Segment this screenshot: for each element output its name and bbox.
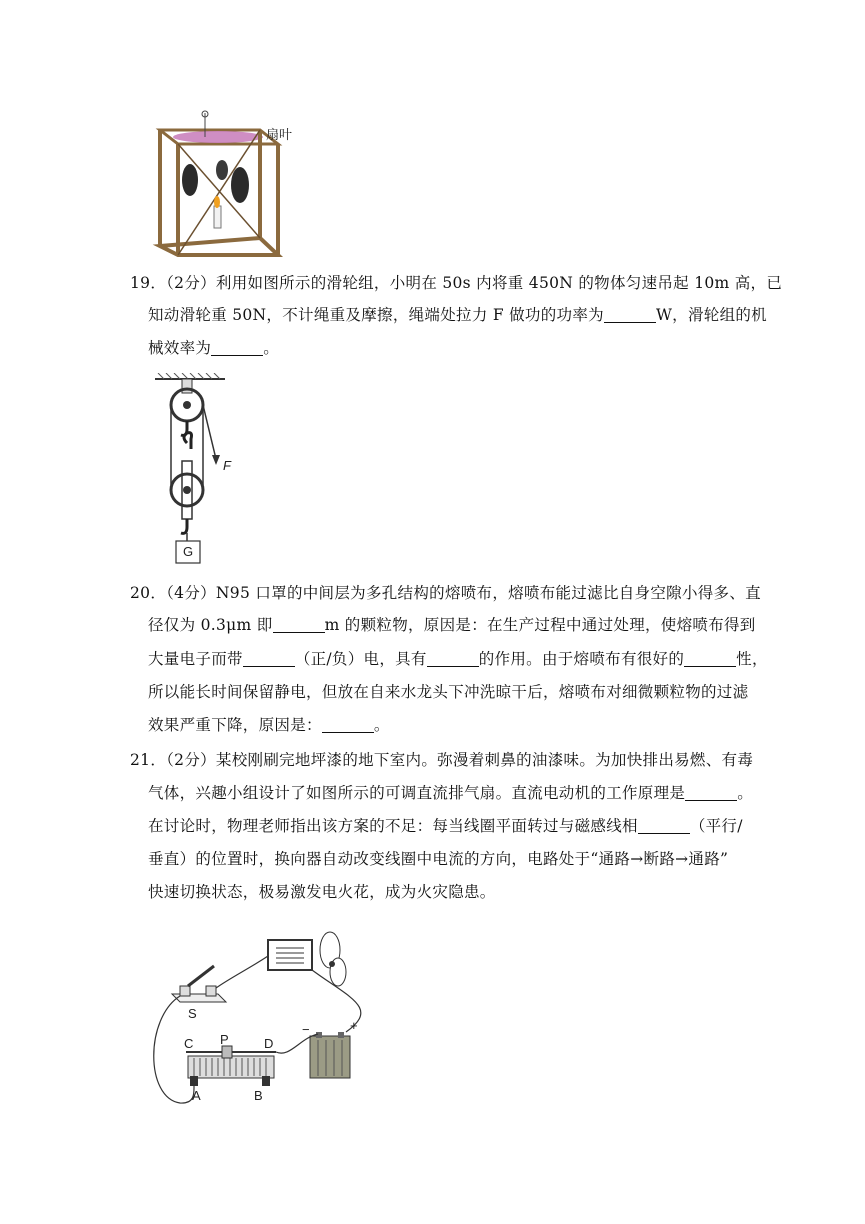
question-21-line-3: [148, 814, 743, 836]
question-20-line-3: [148, 647, 768, 669]
switch-label: S: [188, 1006, 197, 1021]
question-19-line-3: [148, 336, 279, 358]
question-text: 径仅为 0.3μm 即: [148, 616, 273, 634]
question-text: W，滑轮组的机: [655, 306, 767, 324]
force-label: F: [223, 458, 231, 473]
answer-blank[interactable]: [685, 785, 737, 802]
answer-blank[interactable]: [427, 651, 479, 668]
battery-negative-label: −: [302, 1022, 310, 1037]
fan-blade-label: 扇叶: [266, 127, 293, 142]
answer-blank[interactable]: [638, 818, 690, 835]
answer-blank[interactable]: [604, 307, 656, 324]
question-text: 械效率为: [148, 339, 212, 357]
question-21-line-2: [148, 781, 753, 803]
question-19-line-2: [148, 303, 767, 325]
lantern-figure: [150, 110, 310, 260]
question-20-line-4: [148, 680, 748, 702]
pulley-drawing: [150, 373, 260, 565]
question-text: 所以能长时间保留静电，但放在自来水龙头下冲洗晾干后，熔喷布对细微颗粒物的过滤: [148, 683, 749, 701]
question-text: 垂直）的位置时，换向器自动改变线圈中电流的方向，电路处于“通路→断路→通路”: [148, 850, 729, 868]
answer-blank[interactable]: [322, 717, 374, 734]
question-text: m 的颗粒物，原因是：在生产过程中通过处理，使熔喷布得到: [324, 616, 756, 634]
question-21-line-4: [148, 847, 728, 869]
terminal-d-label: D: [264, 1036, 274, 1051]
question-text: 。: [263, 339, 280, 357]
battery-positive-label: +: [350, 1018, 358, 1033]
question-text: 性，: [736, 650, 768, 668]
question-21-line-1: [130, 748, 753, 770]
question-21-line-5: [148, 880, 496, 902]
pulley-figure: [150, 373, 260, 565]
question-20-line-2: [148, 613, 756, 635]
question-text: 在讨论时，物理老师指出该方案的不足：每当线圈平面转过与磁感线相: [148, 817, 638, 835]
question-text: 效果严重下降，原因是：: [148, 716, 322, 734]
question-text: （正/负）电，具有: [294, 650, 427, 668]
question-text: 20．（4分）N95 口罩的中间层为多孔结构的熔喷布，熔喷布能过滤比自身空隙小得多、直: [130, 584, 761, 602]
question-text: 的作用。由于熔喷布有很好的: [478, 650, 685, 668]
question-text: 快速切换状态，极易激发电火花，成为火灾隐患。: [148, 883, 496, 901]
weight-label: G: [183, 544, 194, 559]
answer-blank[interactable]: [684, 651, 736, 668]
answer-blank[interactable]: [243, 651, 295, 668]
question-text: （平行/: [689, 817, 743, 835]
answer-blank[interactable]: [273, 617, 325, 634]
terminal-b-label: B: [254, 1088, 263, 1103]
question-text: 。: [373, 716, 390, 734]
question-text: 知动滑轮重 50N，不计绳重及摩擦，绳端处拉力 F 做功的功率为: [148, 306, 604, 324]
terminal-p-label: P: [220, 1032, 229, 1047]
question-19-line-1: [130, 271, 782, 293]
question-20-line-1: [130, 581, 761, 603]
circuit-figure: [150, 928, 390, 1108]
question-20-line-5: [148, 713, 390, 735]
question-text: 大量电子而带: [148, 650, 243, 668]
question-text: 21．（2分）某校刚刷完地坪漆的地下室内。弥漫着刺鼻的油漆味。为加快排出易燃、有毒: [130, 751, 754, 769]
question-text: 19．（2分）利用如图所示的滑轮组，小明在 50s 内将重 450N 的物体匀速吊起 10m 高，已: [130, 274, 783, 292]
question-text: 。: [737, 784, 754, 802]
question-text: 气体，兴趣小组设计了如图所示的可调直流排气扇。直流电动机的工作原理是: [148, 784, 686, 802]
terminal-c-label: C: [184, 1036, 194, 1051]
answer-blank[interactable]: [211, 340, 263, 357]
terminal-a-label: A: [192, 1088, 201, 1103]
